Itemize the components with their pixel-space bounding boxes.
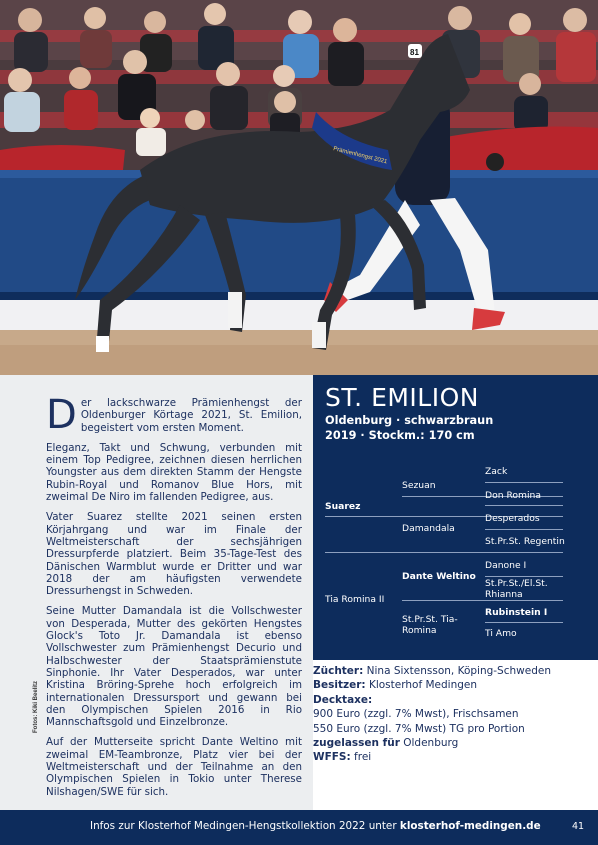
dropcap: D [46,392,77,438]
pedigree-dam-dam: St.Pr.St. Tia-Romina [402,614,458,636]
pedigree-chart [313,460,598,655]
footer-link[interactable]: klosterhof-medingen.de [399,820,541,832]
owner-value: Klosterhof Medingen [368,679,478,692]
number-tag: 81 [410,48,419,57]
horse-name: ST. EMILION [325,383,479,412]
wffs-value: frei [354,751,372,764]
pedigree-sire-sire-sire: Zack [485,466,508,477]
article-paragraph-5: Auf der Mutterseite spricht Dante Weltino mit zweimal EM-Teambronze, Platz vier bei der Weltmeisterschaft und der Teilnahme an den Olympischen Spielen in Tokio unter Therese Nilshagen/SWE für sich. [46,736,302,798]
article-text [0,375,313,810]
horse-info-panel [313,375,598,660]
sash-text: Prämienhengst 2021 [332,146,388,166]
pedigree-sire-dam-sire: Desperados [485,513,540,524]
wffs-line: WFFS: frei [313,751,372,764]
breeding-info [313,664,598,765]
pedigree-dam: Tia Romina II [325,594,385,605]
horse-photo [0,0,598,375]
footer-text: Infos zur Klosterhof Medingen-Hengstkollektion 2022 unter klosterhof-medingen.de [90,820,541,832]
owner-line: Besitzer: Klosterhof Medingen [313,679,478,692]
breeder-line: Züchter: Nina Sixtensson, Köping-Schweden [313,665,551,677]
pedigree-dam-sire-dam: St.Pr.St./El.St. Rhianna [485,578,548,600]
article-paragraph-1: er lackschwarze Prämienhengst der Oldenburger Körtage 2021, St. Emilion, begeistert vom ersten Moment. [80,397,302,434]
approved-line: zugelassen für Oldenburg [313,737,459,750]
pedigree-sire-sire: Sezuan [402,480,436,491]
pedigree-sire-dam: Damandala [402,523,455,534]
pedigree-dam-sire-sire: Danone I [485,560,527,571]
fee-label: Decktaxe: [313,693,373,706]
pedigree-sire-dam-dam: St.Pr.St. Regentin [485,536,565,547]
approved-value: Oldenburg [403,737,459,750]
article-paragraph-2: Eleganz, Takt und Schwung, verbunden mit einem Top Pedigree, zeichnen diesen herrlichen Youngster aus dem direkten Stamm der Hengste Rubin-Royal und Romanov Blue Hors, mit zweimal De Niro im fallenden Pedigree, aus. [46,441,302,504]
pedigree-sire-sire-dam: Don Romina [485,490,541,501]
page-footer [0,810,598,845]
pedigree-dam-sire: Dante Weltino [402,571,476,582]
article-paragraph-4: Seine Mutter Damandala ist die Vollschwester von Desperada, Mutter des gekörten Hengstes Glock's Toto Jr. Damandala ist ebenso Vollschwester zum Prämienhengst Decurio und Halbschwester der Staatsprämienstute Sinphonie. Ihr Vater Desperados, war unter Kristina Bröring-Sprehe hoch erfolgreich im internationalen Dressursport und gewann bei den Olympischen Spielen 2016 in Rio Mannschaftsgold und Einzelbronze. [46,605,302,729]
fee-line-2: 550 Euro (zzgl. 7% Mwst) TG pro Portion [313,722,525,735]
fee-line-1: 900 Euro (zzgl. 7% Mwst), Frischsamen [313,708,519,721]
pedigree-sire: Suarez [325,501,361,512]
photo-credit: Fotos: Kiki Beelitz [33,680,39,733]
pedigree-dam-dam-dam: Ti Amo [485,628,517,639]
article-paragraph-3: Vater Suarez stellte 2021 seinen ersten Körjahrgang und war im Finale der Weltmeisterschaft der sechsjährigen Dressurpferde platziert. Beim 35-Tage-Test des Dänischen Warmblut wurde er Dritter und war 2018 der am häufigsten verwendete Dressurhengst in Schweden. [46,511,302,598]
pedigree-dam-dam-sire: Rubinstein I [485,607,548,618]
horse-year-height: 2019 · Stockm.: 170 cm [325,429,475,442]
breeder-value: Nina Sixtensson, Köping-Schweden [366,665,551,677]
page-number: 41 [572,821,585,832]
horse-breed-color: Oldenburg · schwarzbraun [325,414,494,427]
